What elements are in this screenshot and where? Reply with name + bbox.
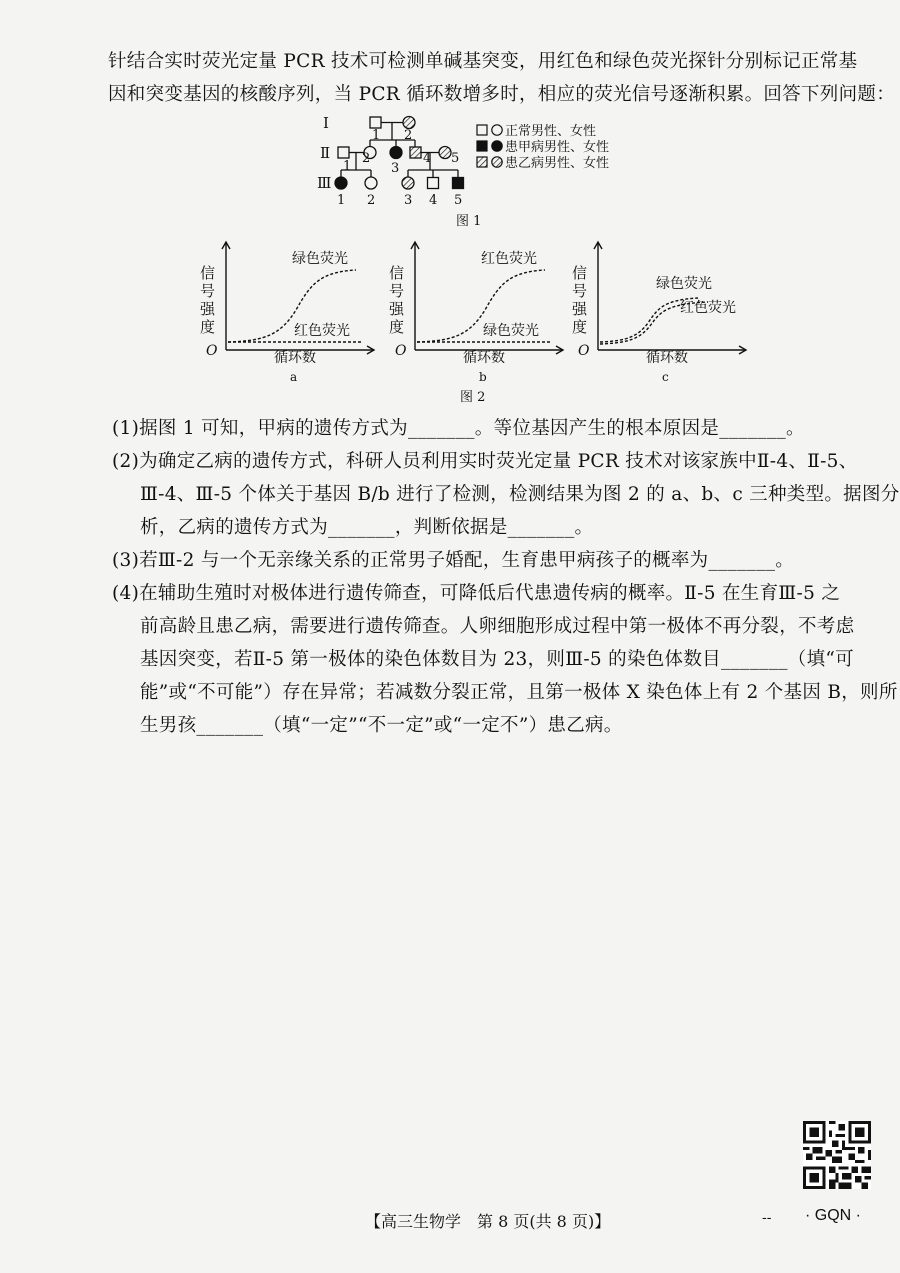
svg-text:号: 号 bbox=[200, 282, 216, 300]
svg-text:信: 信 bbox=[572, 264, 588, 282]
question-2-line-3: 析，乙病的遗传方式为_______，判断依据是_______。 bbox=[140, 517, 594, 538]
svg-text:b: b bbox=[479, 370, 487, 384]
svg-text:红色荧光: 红色荧光 bbox=[481, 251, 537, 267]
question-4-line-2: 前高龄且患乙病，需要进行遗传筛查。人卵细胞形成过程中第一极体不再分裂，不考虑 bbox=[140, 616, 855, 637]
svg-text:2: 2 bbox=[404, 128, 413, 143]
svg-text:正常男性、女性: 正常男性、女性 bbox=[505, 124, 597, 139]
intro-line-2: 因和突变基因的核酸序列，当 PCR 循环数增多时，相应的荧光信号逐渐积累。回答下列问题： bbox=[108, 84, 895, 105]
svg-text:1: 1 bbox=[343, 159, 352, 174]
svg-text:c: c bbox=[662, 370, 669, 384]
svg-text:1: 1 bbox=[372, 128, 381, 143]
svg-text:1: 1 bbox=[337, 193, 346, 208]
question-4-line-3: 基因突变，若Ⅱ-5 第一极体的染色体数目为 23，则Ⅲ-5 的染色体数目_______（填“可 bbox=[140, 649, 854, 670]
svg-text:a: a bbox=[290, 370, 298, 384]
svg-text:红色荧光: 红色荧光 bbox=[294, 323, 350, 339]
question-2-line-2: Ⅲ-4、Ⅲ-5 个体关于基因 B/b 进行了检测，检测结果为图 2 的 a、b、c 三种类型。据图分 bbox=[140, 484, 900, 505]
question-4-line-4: 能”或“不可能”）存在异常；若减数分裂正常，且第一极体 X 染色体上有 2 个基因 B，则所 bbox=[140, 682, 898, 703]
svg-text:2: 2 bbox=[367, 193, 376, 208]
pedigree-II-1 bbox=[338, 147, 349, 158]
pedigree-III-4 bbox=[428, 178, 439, 189]
svg-text:度: 度 bbox=[389, 318, 405, 336]
pcr-panel-c bbox=[568, 238, 758, 388]
svg-text:3: 3 bbox=[391, 161, 400, 176]
svg-text:号: 号 bbox=[389, 282, 405, 300]
svg-text:强: 强 bbox=[200, 300, 216, 318]
svg-text:O: O bbox=[206, 343, 218, 359]
svg-text:5: 5 bbox=[454, 193, 463, 208]
qr-code bbox=[801, 1121, 873, 1189]
svg-text:O: O bbox=[395, 343, 407, 359]
svg-text:2: 2 bbox=[362, 151, 371, 166]
gen-label-3: Ⅲ bbox=[317, 174, 332, 192]
question-4-line-5: 生男孩_______（填“一定”“不一定”或“一定不”）患乙病。 bbox=[140, 715, 623, 736]
svg-text:度: 度 bbox=[200, 318, 216, 336]
svg-text:信: 信 bbox=[389, 264, 405, 282]
paper-code: · GQN · bbox=[805, 1207, 861, 1224]
svg-text:强: 强 bbox=[572, 300, 588, 318]
svg-text:信: 信 bbox=[200, 264, 216, 282]
gen-label-1: Ⅰ bbox=[323, 114, 329, 132]
figure2-caption: 图 2 bbox=[460, 390, 486, 405]
question-1: (1)据图 1 可知，甲病的遗传方式为_______。等位基因产生的根本原因是_______。 bbox=[112, 418, 805, 439]
page-footer: 【高三生物学 第 8 页(共 8 页)】 bbox=[365, 1212, 611, 1231]
svg-text:患甲病男性、女性: 患甲病男性、女性 bbox=[505, 140, 610, 155]
pcr-panel-a bbox=[196, 238, 386, 388]
svg-text:强: 强 bbox=[389, 300, 405, 318]
pcr-panel-b bbox=[385, 238, 575, 388]
pedigree-I-2 bbox=[403, 117, 415, 129]
svg-text:绿色荧光: 绿色荧光 bbox=[656, 276, 712, 292]
pedigree-III-5 bbox=[453, 178, 464, 189]
svg-text:4: 4 bbox=[429, 193, 438, 208]
question-3: (3)若Ⅲ-2 与一个无亲缘关系的正常男子婚配，生育患甲病孩子的概率为_______。 bbox=[112, 550, 795, 571]
pedigree-III-1 bbox=[335, 177, 347, 189]
svg-text:循环数: 循环数 bbox=[646, 350, 688, 366]
svg-text:绿色荧光: 绿色荧光 bbox=[292, 251, 348, 267]
footer-dash: -- bbox=[762, 1210, 772, 1226]
intro-line-1: 针结合实时荧光定量 PCR 技术可检测单碱基突变，用红色和绿色荧光探针分别标记正常基 bbox=[108, 51, 858, 72]
svg-text:O: O bbox=[578, 343, 590, 359]
pedigree-II-4 bbox=[410, 147, 421, 158]
svg-text:患乙病男性、女性: 患乙病男性、女性 bbox=[505, 156, 610, 171]
svg-text:绿色荧光: 绿色荧光 bbox=[483, 323, 539, 339]
pedigree-II-3 bbox=[390, 147, 402, 159]
pedigree-I-1 bbox=[370, 117, 381, 128]
gen-label-2: Ⅱ bbox=[320, 144, 331, 162]
question-4-line-1: (4)在辅助生殖时对极体进行遗传筛查，可降低后代患遗传病的概率。Ⅱ-5 在生育Ⅲ-5 之 bbox=[112, 583, 841, 604]
svg-text:5: 5 bbox=[451, 151, 460, 166]
svg-text:4: 4 bbox=[423, 151, 432, 166]
pedigree-II-5 bbox=[439, 147, 451, 159]
svg-text:红色荧光: 红色荧光 bbox=[680, 300, 736, 316]
question-2-line-1: (2)为确定乙病的遗传方式，科研人员利用实时荧光定量 PCR 技术对该家族中Ⅱ-4、Ⅱ-5、 bbox=[112, 451, 858, 472]
pedigree-legend bbox=[477, 123, 609, 171]
figure1-caption: 图 1 bbox=[456, 214, 482, 229]
svg-text:3: 3 bbox=[404, 193, 413, 208]
svg-text:号: 号 bbox=[572, 282, 588, 300]
svg-text:循环数: 循环数 bbox=[463, 350, 505, 366]
pedigree-III-3 bbox=[402, 177, 414, 189]
svg-text:循环数: 循环数 bbox=[274, 350, 316, 366]
pedigree-III-2 bbox=[365, 177, 377, 189]
svg-text:度: 度 bbox=[572, 318, 588, 336]
